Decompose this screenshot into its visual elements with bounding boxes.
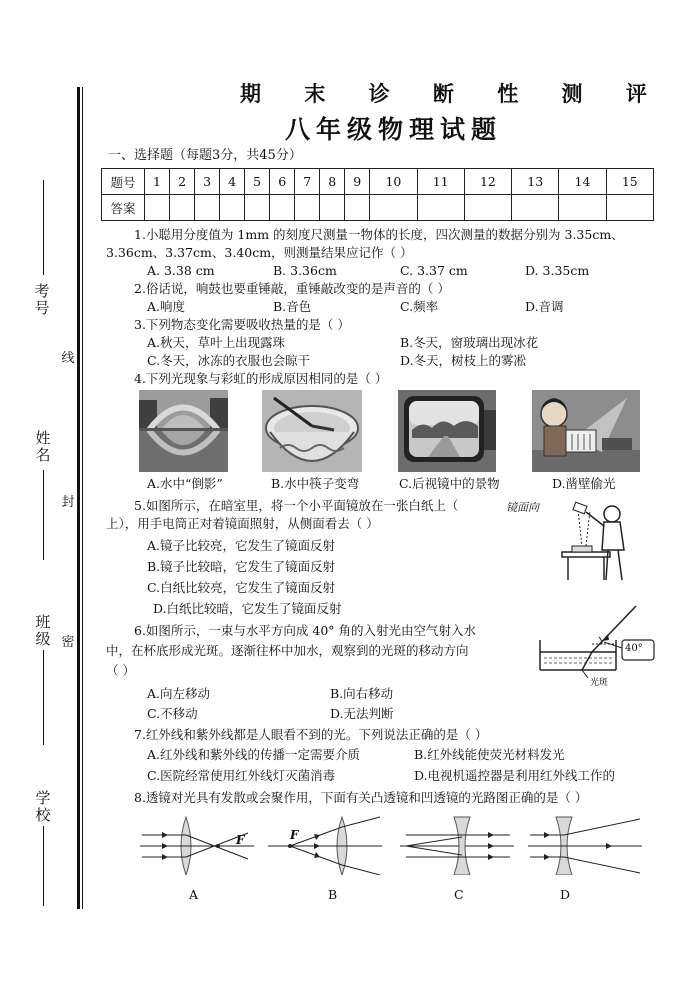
answer-table bbox=[101, 168, 654, 221]
q8-label-c: C bbox=[454, 887, 464, 902]
q8-stem: 8.透镜对光具有发散或会聚作用，下面有关凸透镜和凹透镜的光路图正确的是（ ） bbox=[134, 790, 588, 805]
kaohao-label: 考号 bbox=[34, 282, 50, 317]
q8-focus-label-a: F bbox=[236, 833, 245, 847]
q8-diagram-d-concave-lens bbox=[526, 815, 644, 875]
question-number-cell: 11 bbox=[417, 169, 464, 195]
q1-option-d: D. 3.35cm bbox=[525, 263, 590, 278]
q6-option-c: C.不移动 bbox=[147, 706, 198, 721]
feng-seal-label: 封 bbox=[61, 495, 75, 510]
question-number-cell: 2 bbox=[170, 169, 195, 195]
answer-cell[interactable] bbox=[270, 195, 295, 221]
q5-option-c: C.白纸比较亮，它发生了镜面反射 bbox=[147, 580, 336, 595]
answer-cell[interactable] bbox=[295, 195, 320, 221]
question-number-cell: 9 bbox=[345, 169, 370, 195]
section-heading: 一、选择题（每题3分，共45分） bbox=[108, 148, 302, 163]
answer-cell[interactable] bbox=[170, 195, 195, 221]
q8-focus-label-b: F bbox=[290, 828, 299, 842]
q1-stem-line1: 1.小聪用分度值为 1mm 的刻度尺测量一物体的长度，四次测量的数据分别为 3.35cm、 bbox=[134, 227, 624, 242]
q4-option-a: A.水中“倒影” bbox=[147, 476, 223, 491]
question-number-cell: 12 bbox=[464, 169, 511, 195]
answer-cell[interactable] bbox=[512, 195, 559, 221]
q5-stem-line1: 5.如图所示，在暗室里，将一个小平面镜放在一张白纸上（ bbox=[134, 498, 459, 513]
question-number-cell: 15 bbox=[606, 169, 653, 195]
exam-subtitle: 八年级物理试题 bbox=[285, 115, 503, 144]
q3-option-c: C.冬天，冰冻的衣服也会晾干 bbox=[147, 353, 311, 368]
question-number-cell: 4 bbox=[220, 169, 245, 195]
binding-line-thick bbox=[77, 87, 80, 909]
q6-stem-line3: （ ） bbox=[106, 663, 135, 678]
q4-option-b: B.水中筷子变弯 bbox=[271, 476, 360, 491]
answer-cell[interactable] bbox=[559, 195, 606, 221]
q6-spot-label: 光斑 bbox=[590, 678, 609, 688]
q4-photo-rearview-mirror bbox=[398, 390, 496, 472]
q7-option-c: C.医院经常使用红外线灯灭菌消毒 bbox=[147, 768, 336, 783]
xingming-label: 姓名 bbox=[35, 429, 51, 464]
answer-cell[interactable] bbox=[220, 195, 245, 221]
answer-cell[interactable] bbox=[195, 195, 220, 221]
q3-stem: 3.下列物态变化需要吸收热量的是（ ） bbox=[134, 317, 350, 332]
answer-cell[interactable] bbox=[417, 195, 464, 221]
q6-stem-line2: 中，在杯底形成光斑。逐渐往杯中加水，观察到的光斑的移动方向 bbox=[106, 643, 469, 658]
answer-cell[interactable] bbox=[345, 195, 370, 221]
kaohao-fill-line bbox=[43, 180, 44, 275]
q1-option-b: B. 3.36cm bbox=[273, 263, 337, 278]
xingming-fill-line bbox=[43, 470, 44, 560]
answer-cell[interactable] bbox=[370, 195, 417, 221]
q2-option-d: D.音调 bbox=[525, 299, 564, 314]
answer-table-number-row bbox=[102, 169, 654, 195]
answer-cell[interactable] bbox=[320, 195, 345, 221]
q3-option-d: D.冬天，树枝上的雾凇 bbox=[400, 353, 527, 368]
exam-title: 期 末 诊 断 性 测 评 bbox=[240, 81, 665, 106]
q5-option-a: A.镜子比较亮，它发生了镜面反射 bbox=[147, 538, 336, 553]
q8-label-b: B bbox=[328, 887, 338, 902]
q8-diagram-c-concave-lens bbox=[398, 815, 516, 875]
answer-cell[interactable] bbox=[464, 195, 511, 221]
q4-photo-chopstick-bowl bbox=[262, 390, 362, 472]
q5-option-b: B.镜子比较暗，它发生了镜面反射 bbox=[147, 559, 336, 574]
xuexiao-fill-line bbox=[43, 826, 44, 906]
mi-seal-label: 密 bbox=[61, 635, 75, 650]
q2-option-b: B.音色 bbox=[273, 299, 312, 314]
question-number-cell: 13 bbox=[512, 169, 559, 195]
q4-photo-bridge-reflection bbox=[139, 390, 228, 472]
q7-option-a: A.红外线和紫外线的传播一定需要介质 bbox=[147, 747, 361, 762]
question-number-cell: 3 bbox=[195, 169, 220, 195]
question-number-cell: 1 bbox=[145, 169, 170, 195]
q8-label-a: A bbox=[189, 887, 199, 902]
question-number-cell: 7 bbox=[295, 169, 320, 195]
question-number-cell: 14 bbox=[559, 169, 606, 195]
question-number-cell: 8 bbox=[320, 169, 345, 195]
q5-option-d: D.白纸比较暗，它发生了镜面反射 bbox=[153, 601, 342, 616]
q5-stem-line2: 上），用手电筒正对着镜面照射，从侧面看去（ ） bbox=[106, 516, 379, 531]
q4-option-c: C.后视镜中的景物 bbox=[399, 476, 500, 491]
answer-table-label: 答案 bbox=[102, 195, 145, 221]
q6-option-b: B.向右移动 bbox=[330, 686, 394, 701]
answer-cell[interactable] bbox=[145, 195, 170, 221]
q3-option-a: A.秋天，草叶上出现露珠 bbox=[147, 335, 286, 350]
q8-diagram-b-convex-lens bbox=[266, 815, 384, 875]
question-number-cell: 5 bbox=[245, 169, 270, 195]
q2-option-c: C.频率 bbox=[400, 299, 439, 314]
q2-stem: 2.俗话说，响鼓也要重锤敲，重锤敲改变的是声音的（ ） bbox=[134, 281, 450, 296]
q6-option-a: A.向左移动 bbox=[147, 686, 211, 701]
q7-option-b: B.红外线能使荧光材料发光 bbox=[414, 747, 565, 762]
q5-handwritten-note: 镜面向 bbox=[506, 501, 539, 514]
answer-cell[interactable] bbox=[245, 195, 270, 221]
question-number-cell: 10 bbox=[370, 169, 417, 195]
q7-stem: 7.红外线和紫外线都是人眼看不到的光。下列说法正确的是（ ） bbox=[134, 727, 488, 742]
xian-seal-label: 线 bbox=[61, 351, 75, 366]
xuexiao-label: 学校 bbox=[35, 789, 51, 824]
question-number-cell: 6 bbox=[270, 169, 295, 195]
q5-figure-flashlight-mirror bbox=[560, 500, 638, 582]
answer-table-answer-row bbox=[102, 195, 654, 221]
q4-photo-boy-reading bbox=[532, 390, 640, 472]
q4-stem: 4.下列光现象与彩虹的形成原因相同的是（ ） bbox=[134, 371, 388, 386]
banji-fill-line bbox=[43, 650, 44, 745]
q8-label-d: D bbox=[560, 887, 571, 902]
binding-line-thin bbox=[82, 87, 83, 909]
q4-option-d: D.凿壁偷光 bbox=[552, 476, 616, 491]
q6-angle-label: 40° bbox=[625, 643, 643, 654]
banji-label: 班级 bbox=[35, 613, 51, 648]
answer-cell[interactable] bbox=[606, 195, 653, 221]
q6-option-d: D.无法判断 bbox=[330, 706, 394, 721]
q1-option-a: A. 3.38 cm bbox=[147, 263, 215, 278]
q1-stem-line2: 3.36cm、3.37cm、3.40cm，则测量结果应记作（ ） bbox=[106, 245, 413, 260]
q7-option-d: D.电视机遥控器是利用红外线工作的 bbox=[414, 768, 616, 783]
q6-stem-line1: 6.如图所示，一束与水平方向成 40° 角的入射光由空气射入水 bbox=[134, 623, 477, 638]
q1-option-c: C. 3.37 cm bbox=[400, 263, 468, 278]
q2-option-a: A.响度 bbox=[147, 299, 186, 314]
q3-option-b: B.冬天，窗玻璃出现冰花 bbox=[400, 335, 539, 350]
answer-table-label: 题号 bbox=[102, 169, 145, 195]
